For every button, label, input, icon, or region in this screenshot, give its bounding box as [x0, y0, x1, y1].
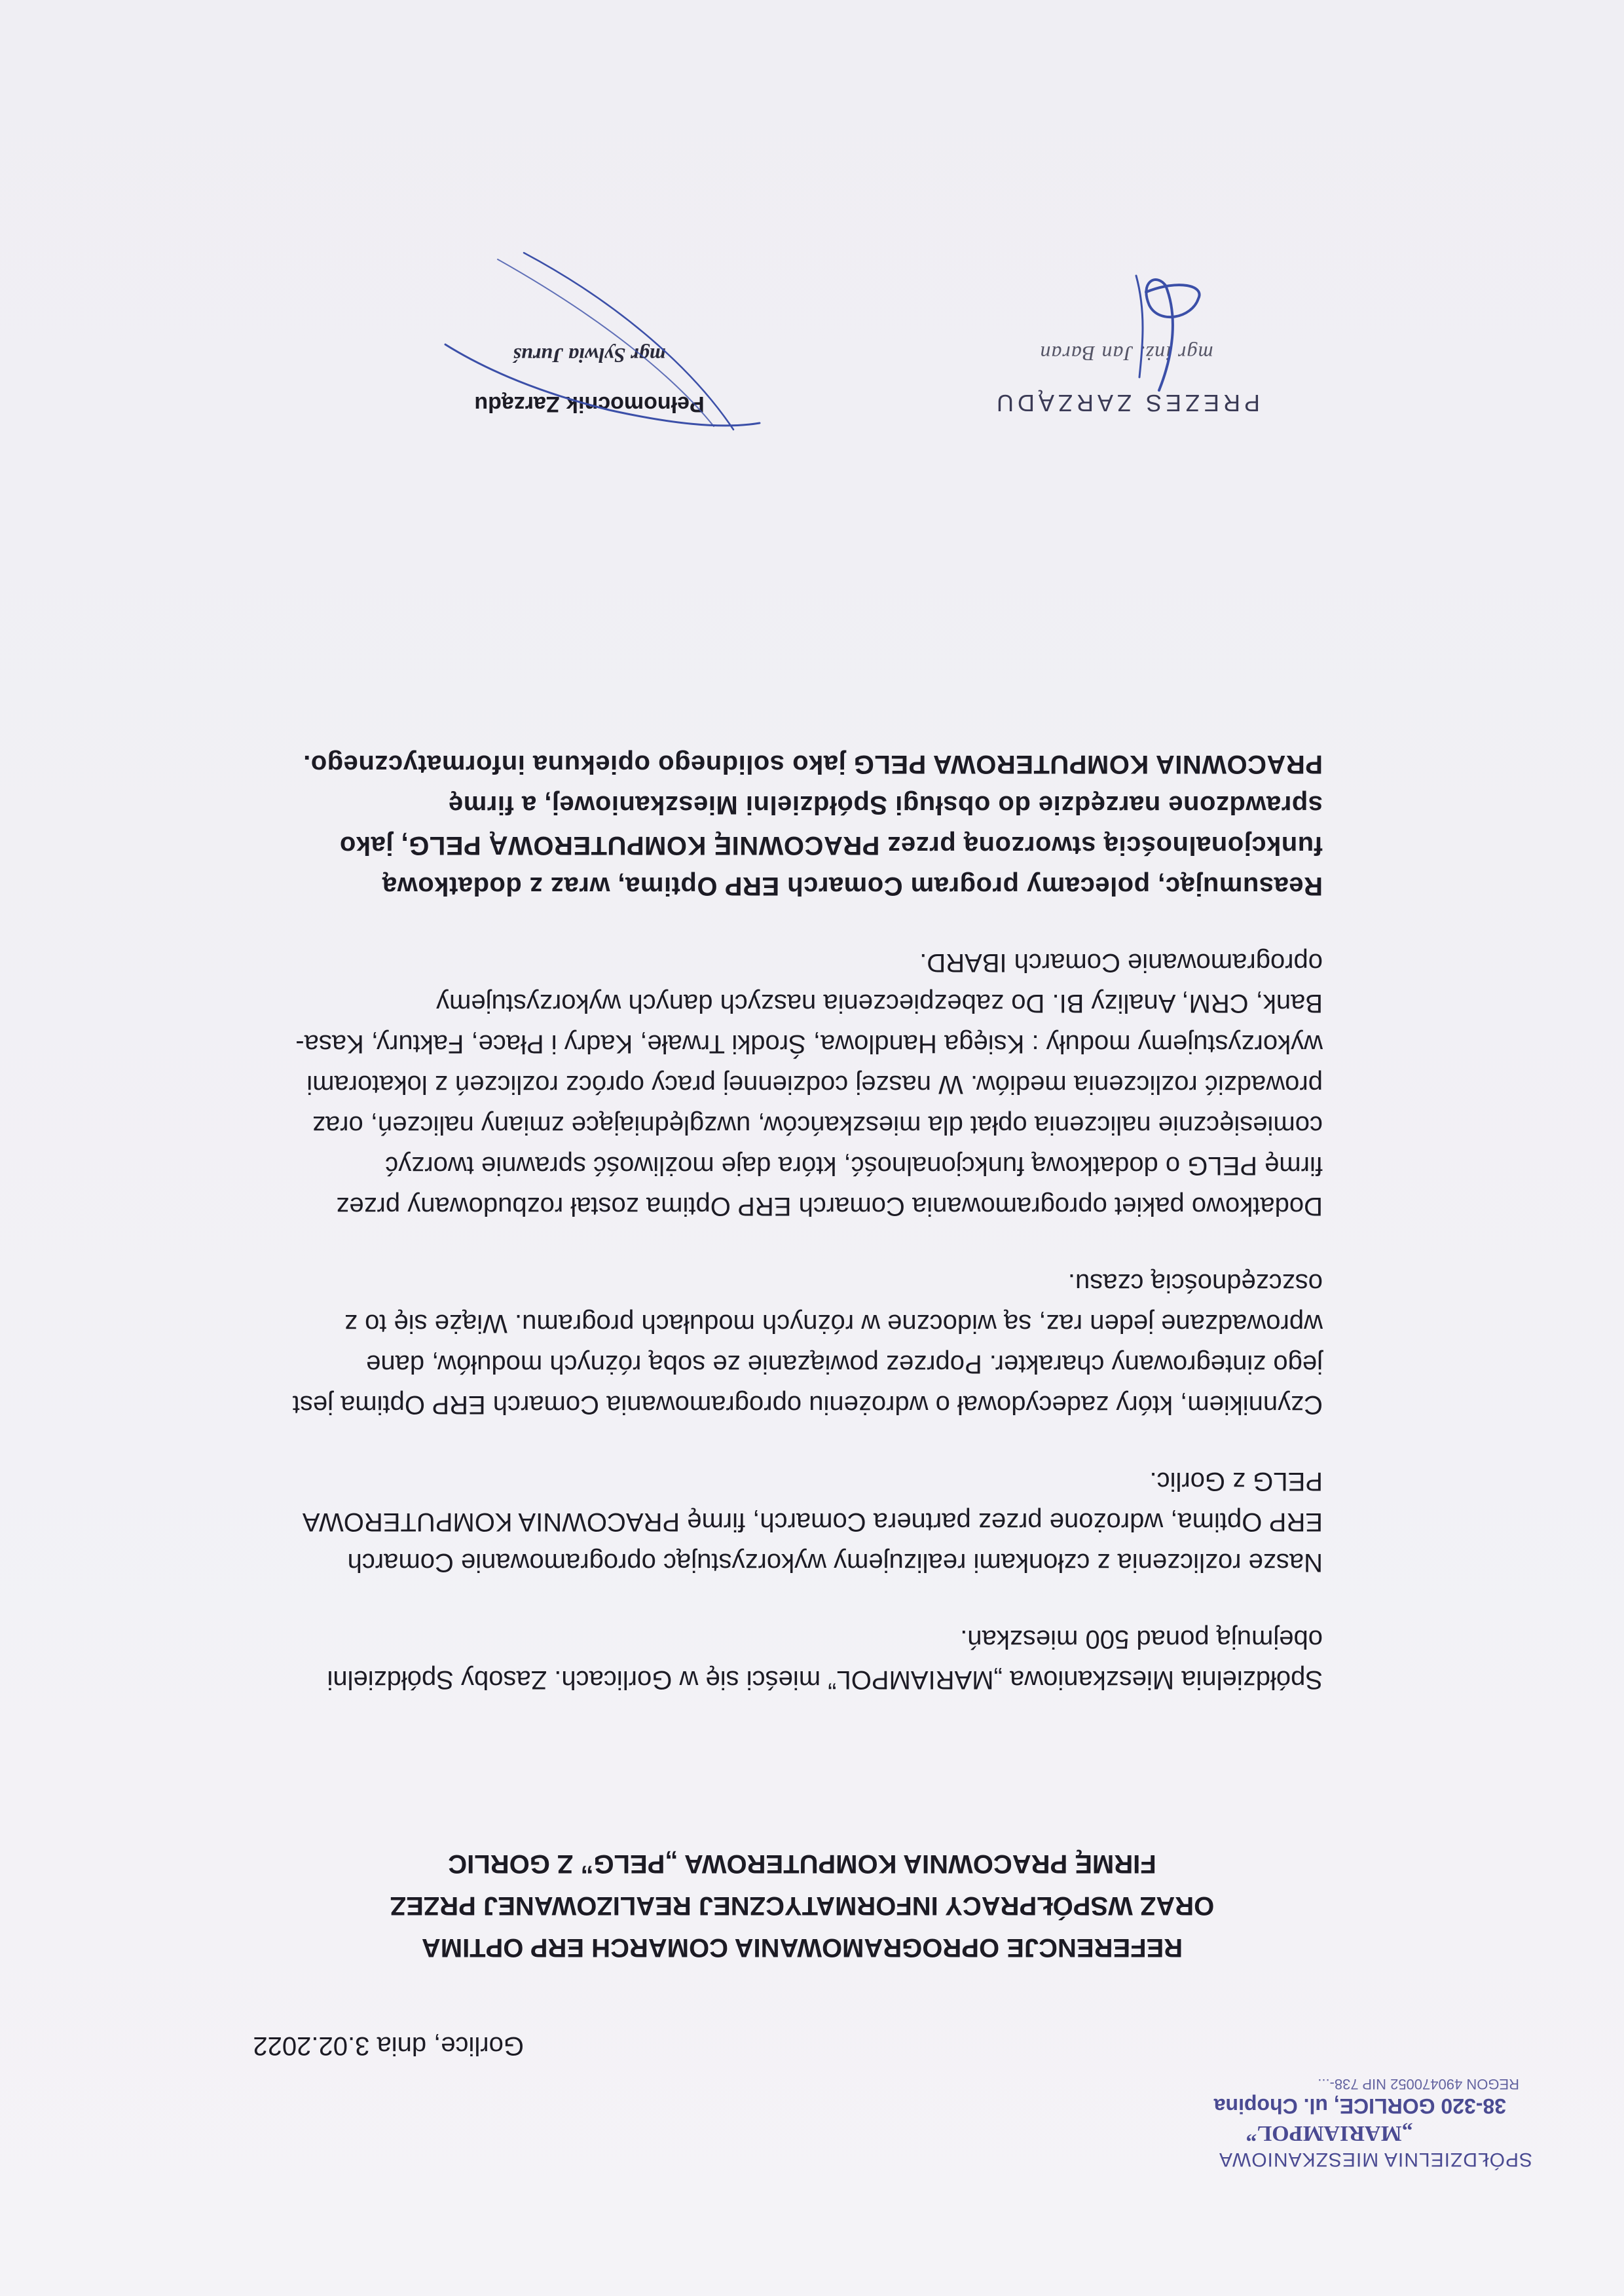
letter-date: Gorlice, dnia 3.02.2022 [253, 2031, 524, 2060]
paragraph-recommendation: Reasumując, polecamy program Comarch ERP Optima, wraz z dodatkową funkcjonalnością stworzoną przez PRACOWNIĘ KOMPUTEROWĄ PELG, jako sprawdzone narzędzie do obsługi Spółdzielni Mieszkaniowej, a firmę PRACOWNIA KOMPUTEROWA PELG jako solidnego opiekuna informatycznego. [303, 750, 1323, 900]
president-name: mgr inż. Jan Baran [1039, 342, 1213, 365]
title-line-2: ORAZ WSPÓŁPRACY INFORMATYCZNEJ REALIZOWANEJ PRZEZ [390, 1891, 1215, 1920]
proxy-name: mgr Sylwia Juruś [513, 344, 666, 367]
paragraph-intro: Spółdzielnia Mieszkaniowa „MARIAMPOL” mieści się w Gorlicach. Zasoby Spółdzielni obejmują ponad 500 mieszkań. [327, 1625, 1323, 1694]
proxy-role: Pełnomocnik Zarządu [474, 392, 705, 417]
title-line-1: REFERENCJE OPROGRAMOWANIA COMARCH ERP OPTIMA [421, 1933, 1183, 1962]
title-line-3: FIRMĘ PRACOWNIA KOMPUTEROWA „PELG” Z GORLIC [448, 1849, 1156, 1878]
letter-title [321, 1843, 1283, 1969]
company-stamp [1126, 2075, 1532, 2172]
paragraph-modules: Dodatkowo pakiet oprogramowania Comarch ERP Optima został rozbudowany przez firmę PELG o dodatkową funkcjonalność, która daje możliwość sprawnie tworzyć comiesięcznie naliczenia opłat dla mieszkańców, uwzględniające zmiany naliczeń, oraz prowadzić rozliczenia mediów. W naszej codziennej pracy oprócz rozliczeń z lokatorami wykorzystujemy moduły : Księga Handlowa, Środki Trwałe, Kadry i Płace, Faktury, Kasa-Bank, CRM, Analizy BI. Do zabezpieczenia naszych danych wykorzystujemy oprogramowanie Comarch IBARD. [295, 948, 1323, 1221]
president-role: PREZES ZARZĄDU [992, 390, 1261, 417]
paragraph-integration: Czynnikiem, który zadecydował o wdrożeniu oprogramowania Comarch ERP Optima jest jego zintegrowany charakter. Poprzez powiązanie ze sobą różnych modułów, dane wprowadzane jeden raz, są widoczne w różnych modułach programu. Wiąże się to z oszczędnością czasu. [292, 1268, 1323, 1419]
stamp-line-1: SPÓŁDZIELNIA MIESZKANIOWA [1219, 2149, 1532, 2170]
stamp-line-3: 38-320 GORLICE, ul. Chopina [1213, 2094, 1506, 2118]
letter-body [288, 708, 1323, 1700]
paragraph-implementation: Nasze rozliczenia z członkami realizujemy wykorzystując oprogramowanie Comarch ERP Optima, wdrożone przez partnera Comarch, firmę PRACOWNIA KOMPUTEROWA PELG z Gorlic. [304, 1467, 1323, 1577]
stamp-line-4: REGON 490470052 NIP 738-... [1318, 2076, 1519, 2092]
handwritten-signature-icon [1035, 266, 1270, 397]
stamp-line-2: „MARIAMPOL” [1246, 2121, 1413, 2146]
handwritten-signature-icon [419, 240, 773, 449]
